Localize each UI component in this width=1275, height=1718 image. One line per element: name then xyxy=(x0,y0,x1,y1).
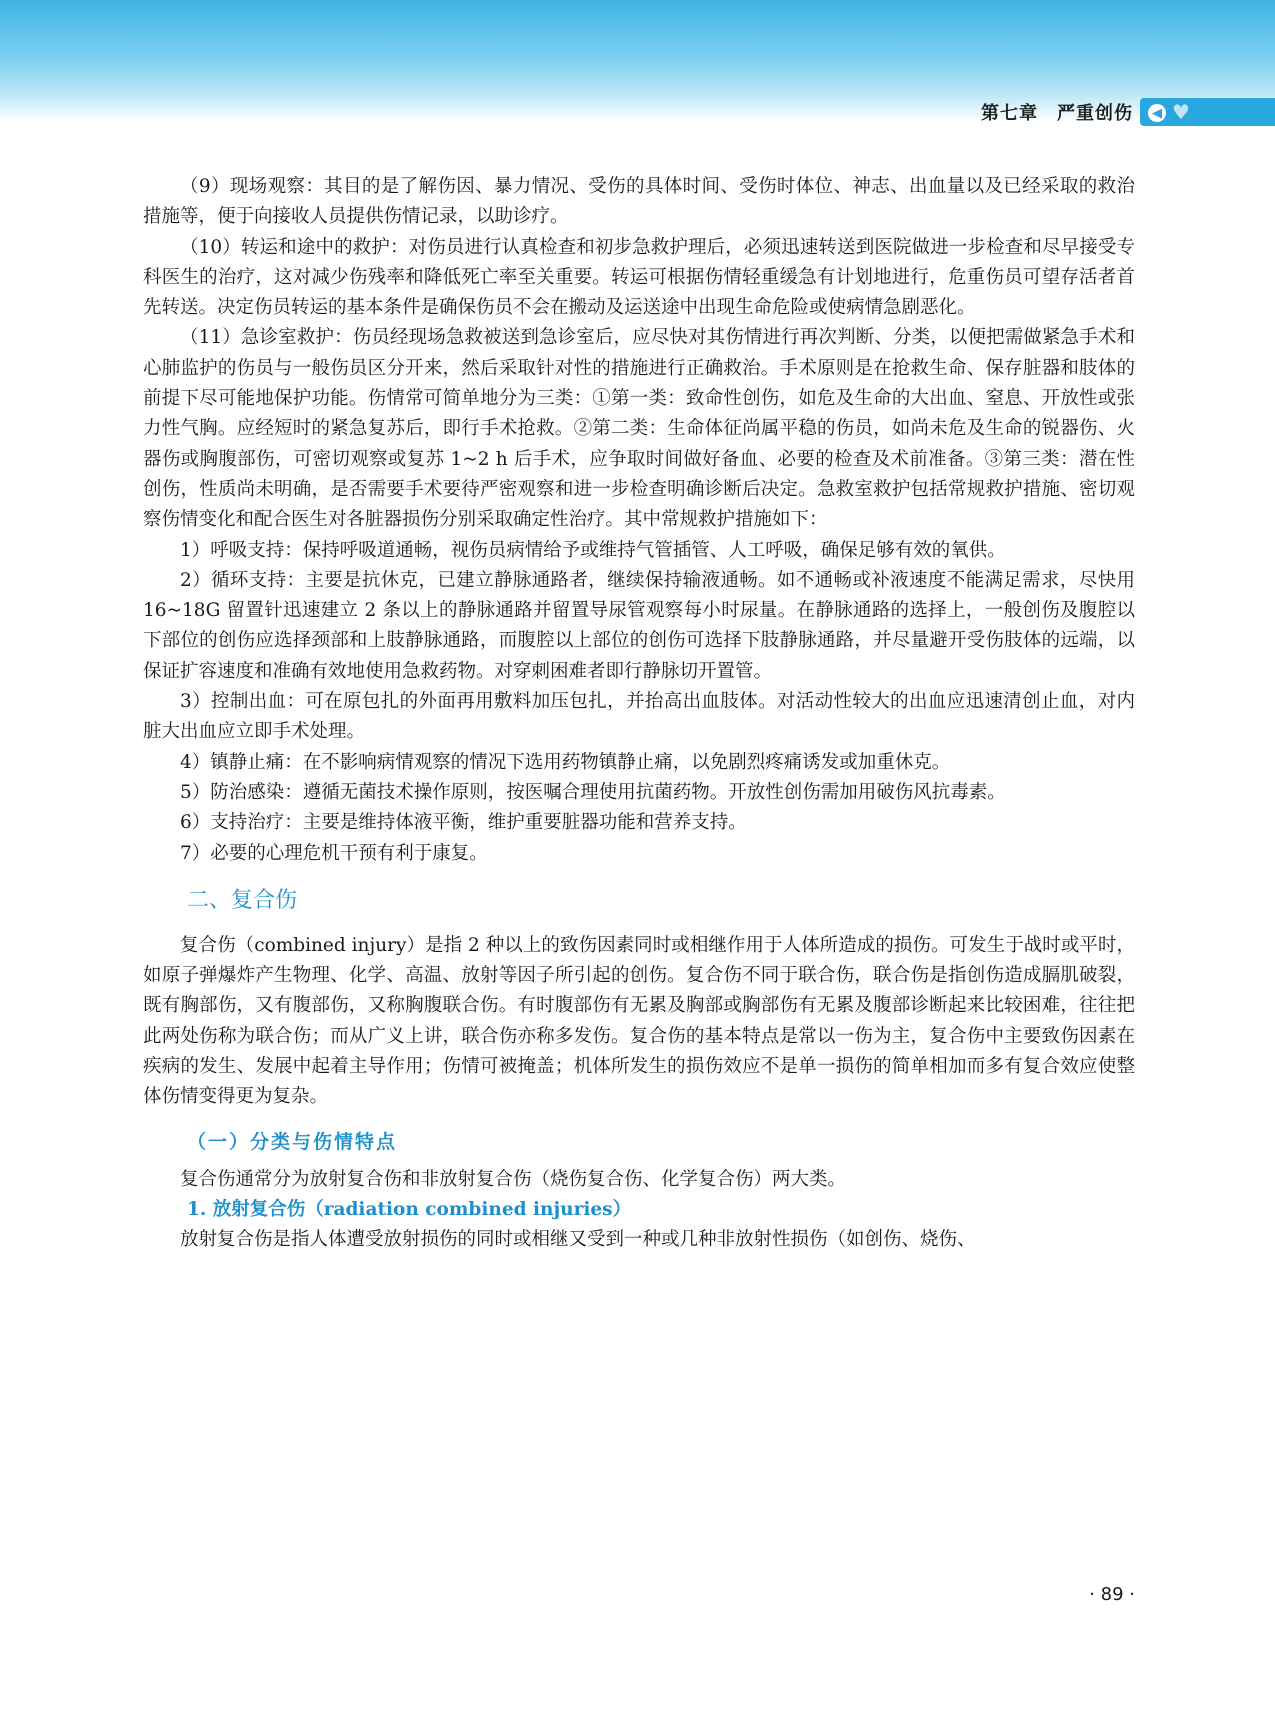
running-header xyxy=(0,96,1275,130)
heart-icon: ♥ xyxy=(1172,100,1190,124)
paragraph: （9）现场观察：其目的是了解伤因、暴力情况、受伤的具体时间、受伤时体位、神志、出血量以及已经采取的救治措施等，便于向接收人员提供伤情记录，以助诊疗。 xyxy=(143,176,1135,228)
chapter-title: 第七章 严重创伤 xyxy=(981,103,1133,124)
paragraph: 复合伤通常分为放射复合伤和非放射复合伤（烧伤复合伤、化学复合伤）两大类。 xyxy=(180,1168,847,1190)
list-item: 3）控制出血：可在原包扎的外面再用敷料加压包扎，并抬高出血肢体。对活动性较大的出血应迅速清创止血，对内脏大出血应立即手术处理。 xyxy=(143,691,1135,743)
list-item: 6）支持治疗：主要是维持体液平衡，维护重要脏器功能和营养支持。 xyxy=(180,812,747,834)
list-item: 1）呼吸支持：保持呼吸道通畅，视伤员病情给予或维持气管插管、人工呼吸，确保足够有效的氧供。 xyxy=(180,539,1006,561)
paragraph: （10）转运和途中的救护：对伤员进行认真检查和初步急救护理后，必须迅速转送到医院做进一步检查和尽早接受专科医生的治疗，这对减少伤残率和降低死亡率至关重要。转运可根据伤情轻重缓急有计划地进行，危重伤员可望存活者首先转送。决定伤员转运的基本条件是确保伤员不会在搬动及运送途中出现生命危险或使病情急剧恶化。 xyxy=(143,236,1135,319)
header-tab xyxy=(1140,98,1275,126)
list-item: 7）必要的心理危机干预有利于康复。 xyxy=(180,842,488,864)
paragraph: （11）急诊室救护：伤员经现场急救被送到急诊室后，应尽快对其伤情进行再次判断、分类，以便把需做紧急手术和心肺监护的伤员与一般伤员区分开来，然后采取针对性的措施进行正确救治。手术原则是在抢救生命、保存脏器和肢体的前提下尽可能地保护功能。伤情常可简单地分为三类：①第一类：致命性创伤，如危及生命的大出血、窒息、开放性或张力性气胸。应经短时的紧急复苏后，即行手术抢救。②第二类：生命体征尚属平稳的伤员，如尚未危及生命的锐器伤、火器伤或胸腹部伤，可密切观察或复苏 1~2 h 后手术，应争取时间做好备血、必要的检查及术前准备。③第三类：潜在性创伤，性质尚未明确，是否需要手术要待严密观察和进一步检查明确诊断后决定。急救室救护包括常规救护措施、密切观察伤情变化和配合医生对各脏器损伤分别采取确定性治疗。其中常规救护措施如下： xyxy=(143,327,1135,531)
subsection-heading: （一）分类与伤情特点 xyxy=(187,1130,398,1153)
list-item: 4）镇静止痛：在不影响病情观察的情况下选用药物镇静止痛，以免剧烈疼痛诱发或加重休克。 xyxy=(180,751,951,773)
item-heading: 1. 放射复合伤（radiation combined injuries） xyxy=(187,1198,632,1220)
paragraph: 放射复合伤是指人体遭受放射损伤的同时或相继又受到一种或几种非放射性损伤（如创伤、烧伤、 xyxy=(180,1229,976,1251)
list-item: 2）循环支持：主要是抗休克，已建立静脉通路者，继续保持输液通畅。如不通畅或补液速度不能满足需求，尽快用 16~18G 留置针迅速建立 2 条以上的静脉通路并留置导尿管观察每小时尿量。在静脉通路的选择上，一般创伤及腹腔以下部位的创伤应选择颈部和上肢静脉通路，而腹腔以上部位的创伤可选择下肢静脉通路，并尽量避开受伤肢体的远端，以保证扩容速度和准确有效地使用急救药物。对穿刺困难者即行静脉切开置管。 xyxy=(143,569,1135,682)
arrow-left-circle-icon: ◀ xyxy=(1148,104,1166,122)
section-heading: 二、复合伤 xyxy=(187,887,298,913)
page-number: · 89 · xyxy=(1089,1584,1135,1605)
page-body xyxy=(143,172,1135,1256)
paragraph: 复合伤（combined injury）是指 2 种以上的致伤因素同时或相继作用于人体所造成的损伤。可发生于战时或平时，如原子弹爆炸产生物理、化学、高温、放射等因子所引起的创伤。复合伤不同于联合伤，联合伤是指创伤造成膈肌破裂，既有胸部伤，又有腹部伤，又称胸腹联合伤。有时腹部伤有无累及胸部或胸部伤有无累及腹部诊断起来比较困难，往往把此两处伤称为联合伤；而从广义上讲，联合伤亦称多发伤。复合伤的基本特点是常以一伤为主，复合伤中主要致伤因素在疾病的发生、发展中起着主导作用；伤情可被掩盖；机体所发生的损伤效应不是单一损伤的简单相加而多有复合效应使整体伤情变得更为复杂。 xyxy=(143,934,1135,1108)
list-item: 5）防治感染：遵循无菌技术操作原则，按医嘱合理使用抗菌药物。开放性创伤需加用破伤风抗毒素。 xyxy=(180,781,1006,803)
